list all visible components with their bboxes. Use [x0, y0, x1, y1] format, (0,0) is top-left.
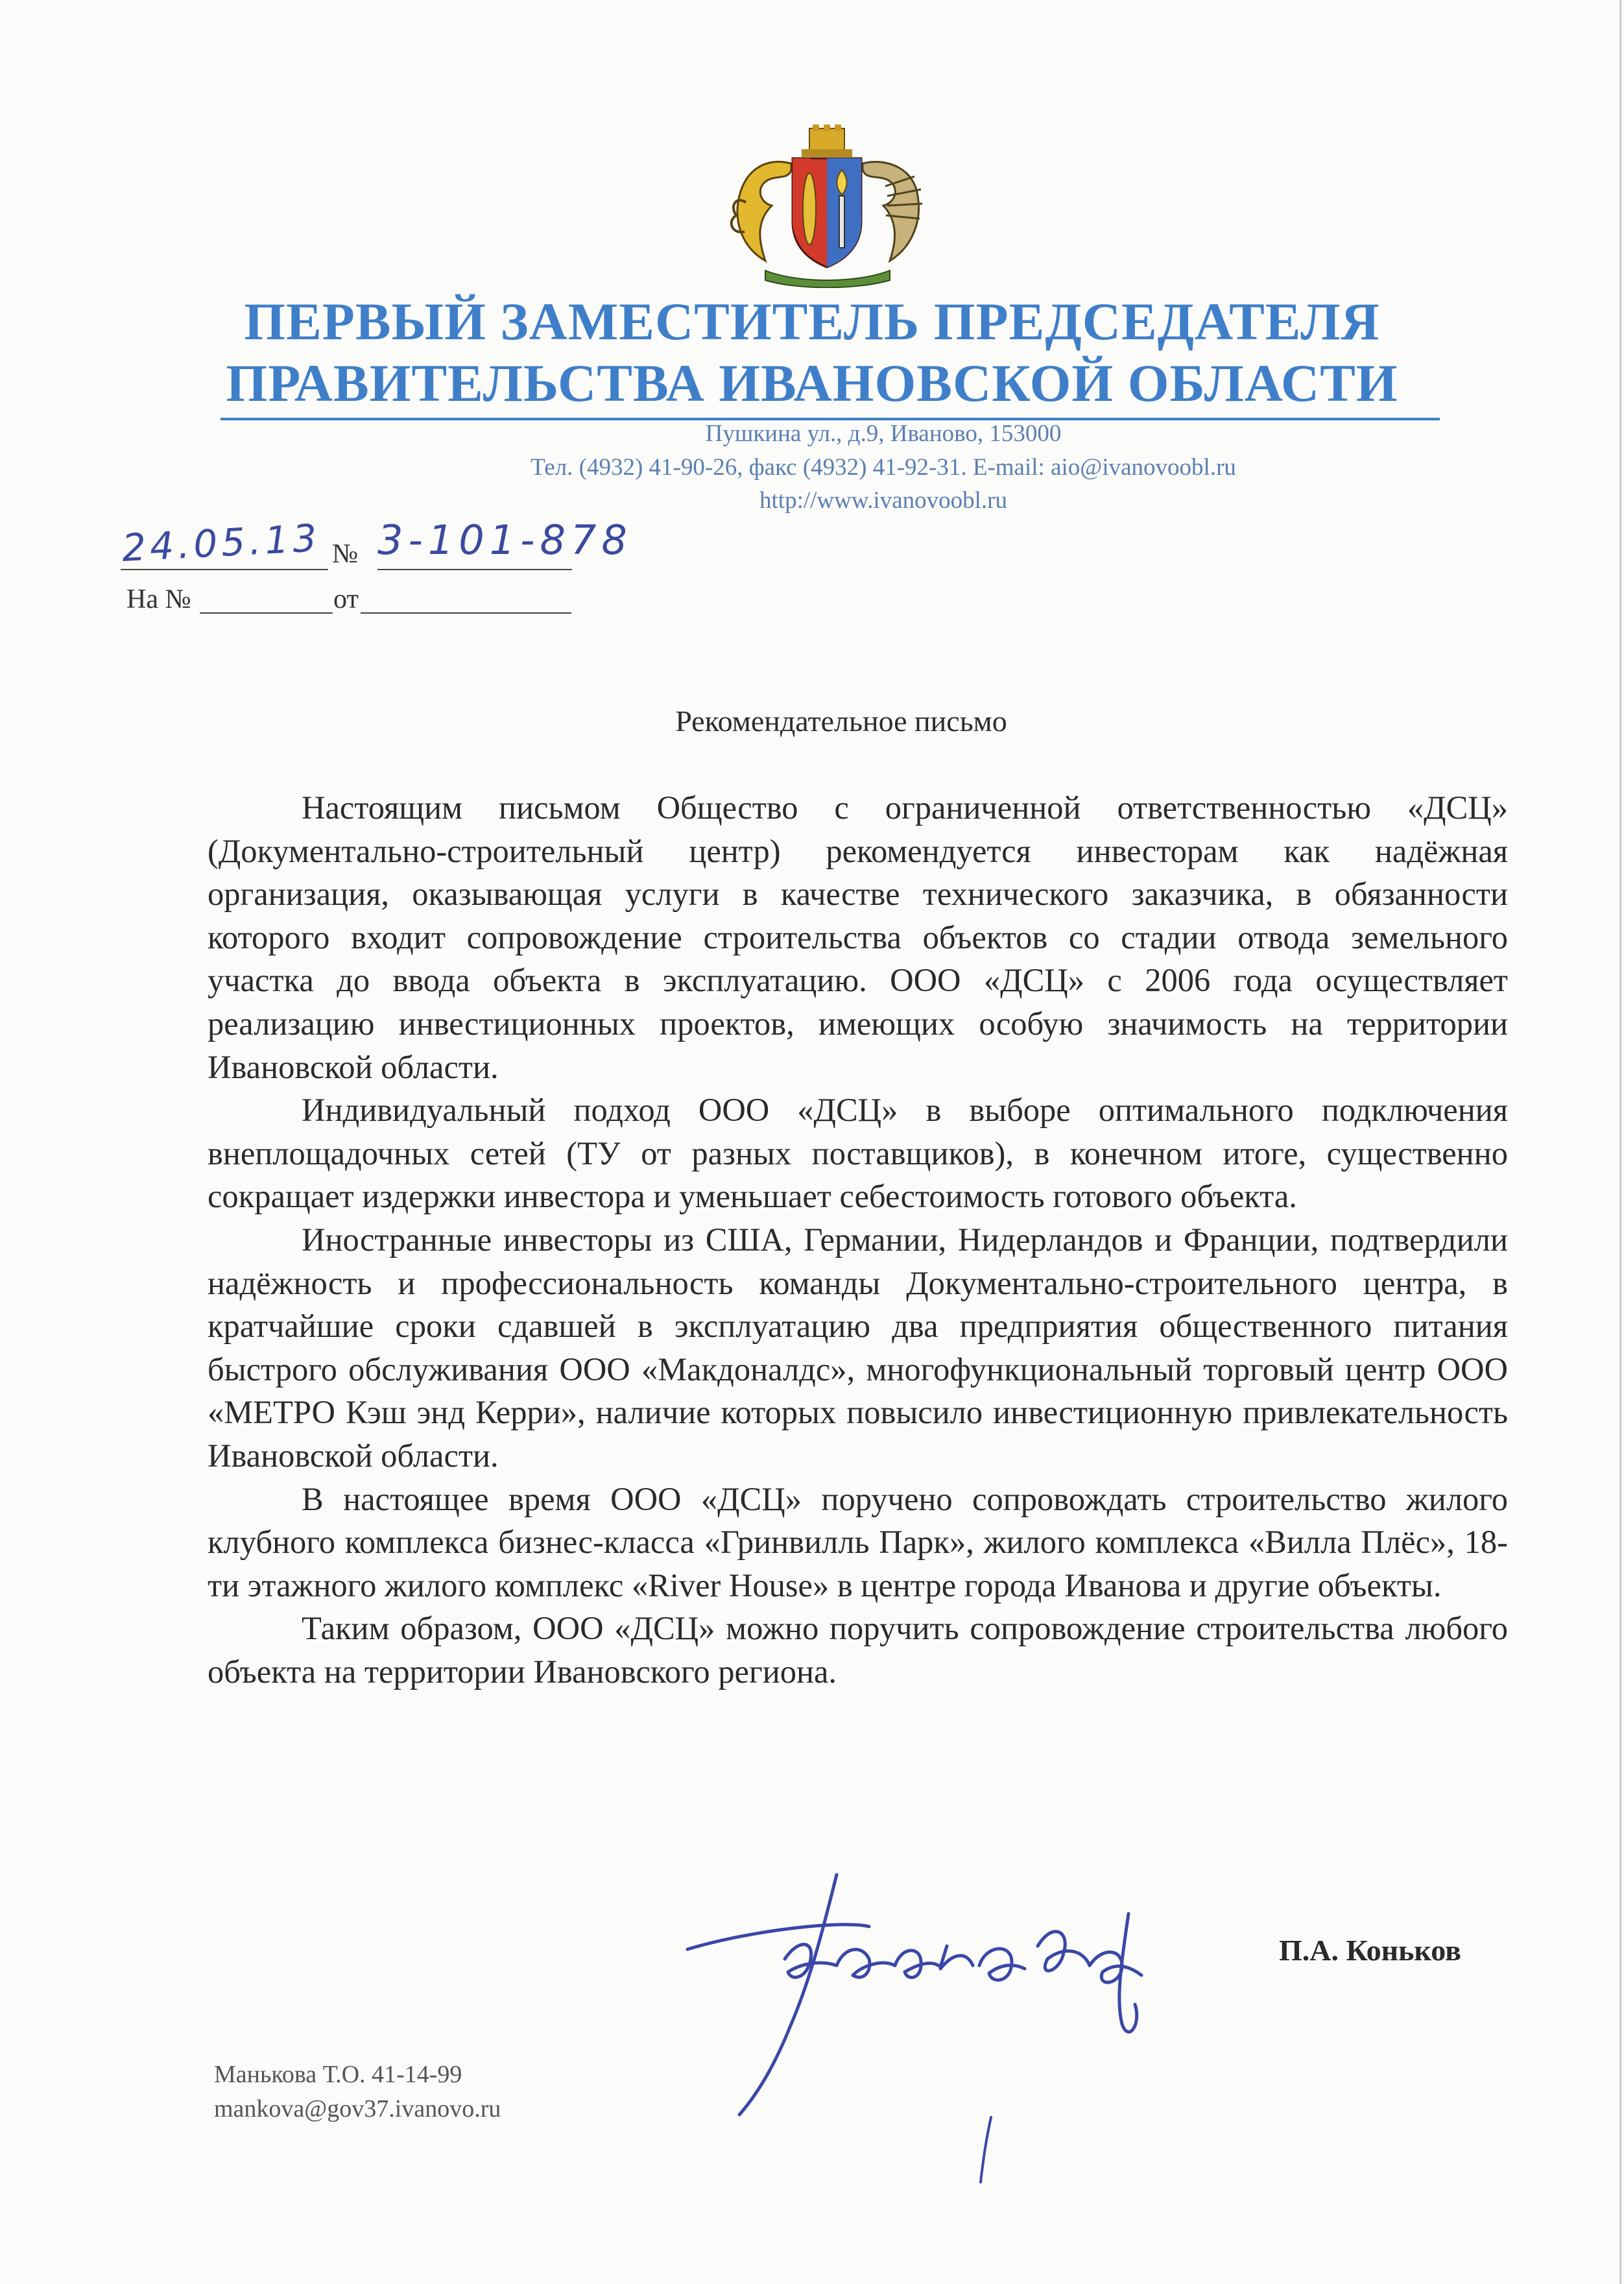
paragraph: Таким образом, ООО «ДСЦ» можно поручить сопровождение строительства любого объекта на территории Ивановского региона. — [208, 1610, 1508, 1690]
header-phone: Тел. (4932) 41-90-26, факс (4932) 41-92-31. E-mail: aio@ivanovoobl.ru — [531, 454, 1236, 481]
coat-of-arms-icon — [720, 125, 934, 288]
header-website: http://www.ivanovoobl.ru — [759, 487, 1007, 514]
header-title-line2: ПРАВИТЕЛЬСТВА ИВАНОВСКОЙ ОБЛАСТИ — [226, 354, 1398, 413]
handwritten-signature — [675, 1868, 1180, 2128]
paragraph: Настоящим письмом Общество с ограниченной ответственностью «ДСЦ» (Документально-строительный центр) рекомендуется инвесторам как надёжная организация, оказывающая услуги в качестве технического заказчика, в обязанности которого входит сопровождение строительства объектов со стадии отвода земельного участка до ввода объекта в эксплуатацию. ООО «ДСЦ» с 2006 года осуществляет реализацию инвестиционных проектов, имеющих особую значимость на территории Ивановской области. — [208, 789, 1508, 1085]
letter-title: Рекомендательное письмо — [675, 704, 1007, 738]
signature-stroke — [973, 2115, 999, 2186]
paragraph: В настоящее время ООО «ДСЦ» поручено сопровождать строительство жилого клубного комплекса бизнес-класса «Гринвилль Парк», жилого комплекса «Вилла Плёс», 18-ти этажного жилого комплекс «River House» в центре города Иванова и другие объекты. — [208, 1480, 1508, 1604]
reply-number-blank — [200, 612, 333, 614]
registration-number-underline — [377, 569, 572, 570]
header-title-line1: ПЕРВЫЙ ЗАМЕСТИТЕЛЬ ПРЕДСЕДАТЕЛЯ — [244, 292, 1380, 351]
registration-number-label: № — [332, 539, 359, 569]
registration-number: 3-101-878 — [377, 516, 632, 564]
registration-date-underline — [121, 569, 328, 570]
reply-number-label: На № — [126, 584, 191, 614]
registration-date: 24.05.13 — [121, 516, 322, 570]
executor-name-phone: Манькова Т.О. 41-14-99 — [214, 2061, 462, 2088]
letter-body — [208, 786, 1508, 1693]
reply-from-label: от — [333, 584, 359, 614]
paragraph: Иностранные инвесторы из США, Германии, Нидерландов и Франции, подтвердили надёжность и профессиональность команды Документально-строительного центра, в кратчайшие сроки сдавшей в эксплуатацию два предприятия общественного питания быстрого обслуживания ООО «Макдоналдс», многофункциональный торговый центр ООО «МЕТРО Кэш энд Керри», наличие которых повысило инвестиционную привлекательность Ивановской области. — [208, 1221, 1508, 1474]
reply-from-blank — [361, 612, 571, 614]
header-address: Пушкина ул., д.9, Иваново, 153000 — [705, 420, 1062, 447]
paragraph: Индивидуальный подход ООО «ДСЦ» в выборе оптимального подключения внеплощадочных сетей (ТУ от разных поставщиков), в конечном итоге, существенно сокращает издержки инвестора и уменьшает себестоимость готового объекта. — [208, 1092, 1508, 1215]
executor-email: mankova@gov37.ivanovo.ru — [214, 2095, 501, 2122]
scan-edge — [1619, 0, 1621, 2284]
signer-name: П.А. Коньков — [1279, 1934, 1461, 1967]
